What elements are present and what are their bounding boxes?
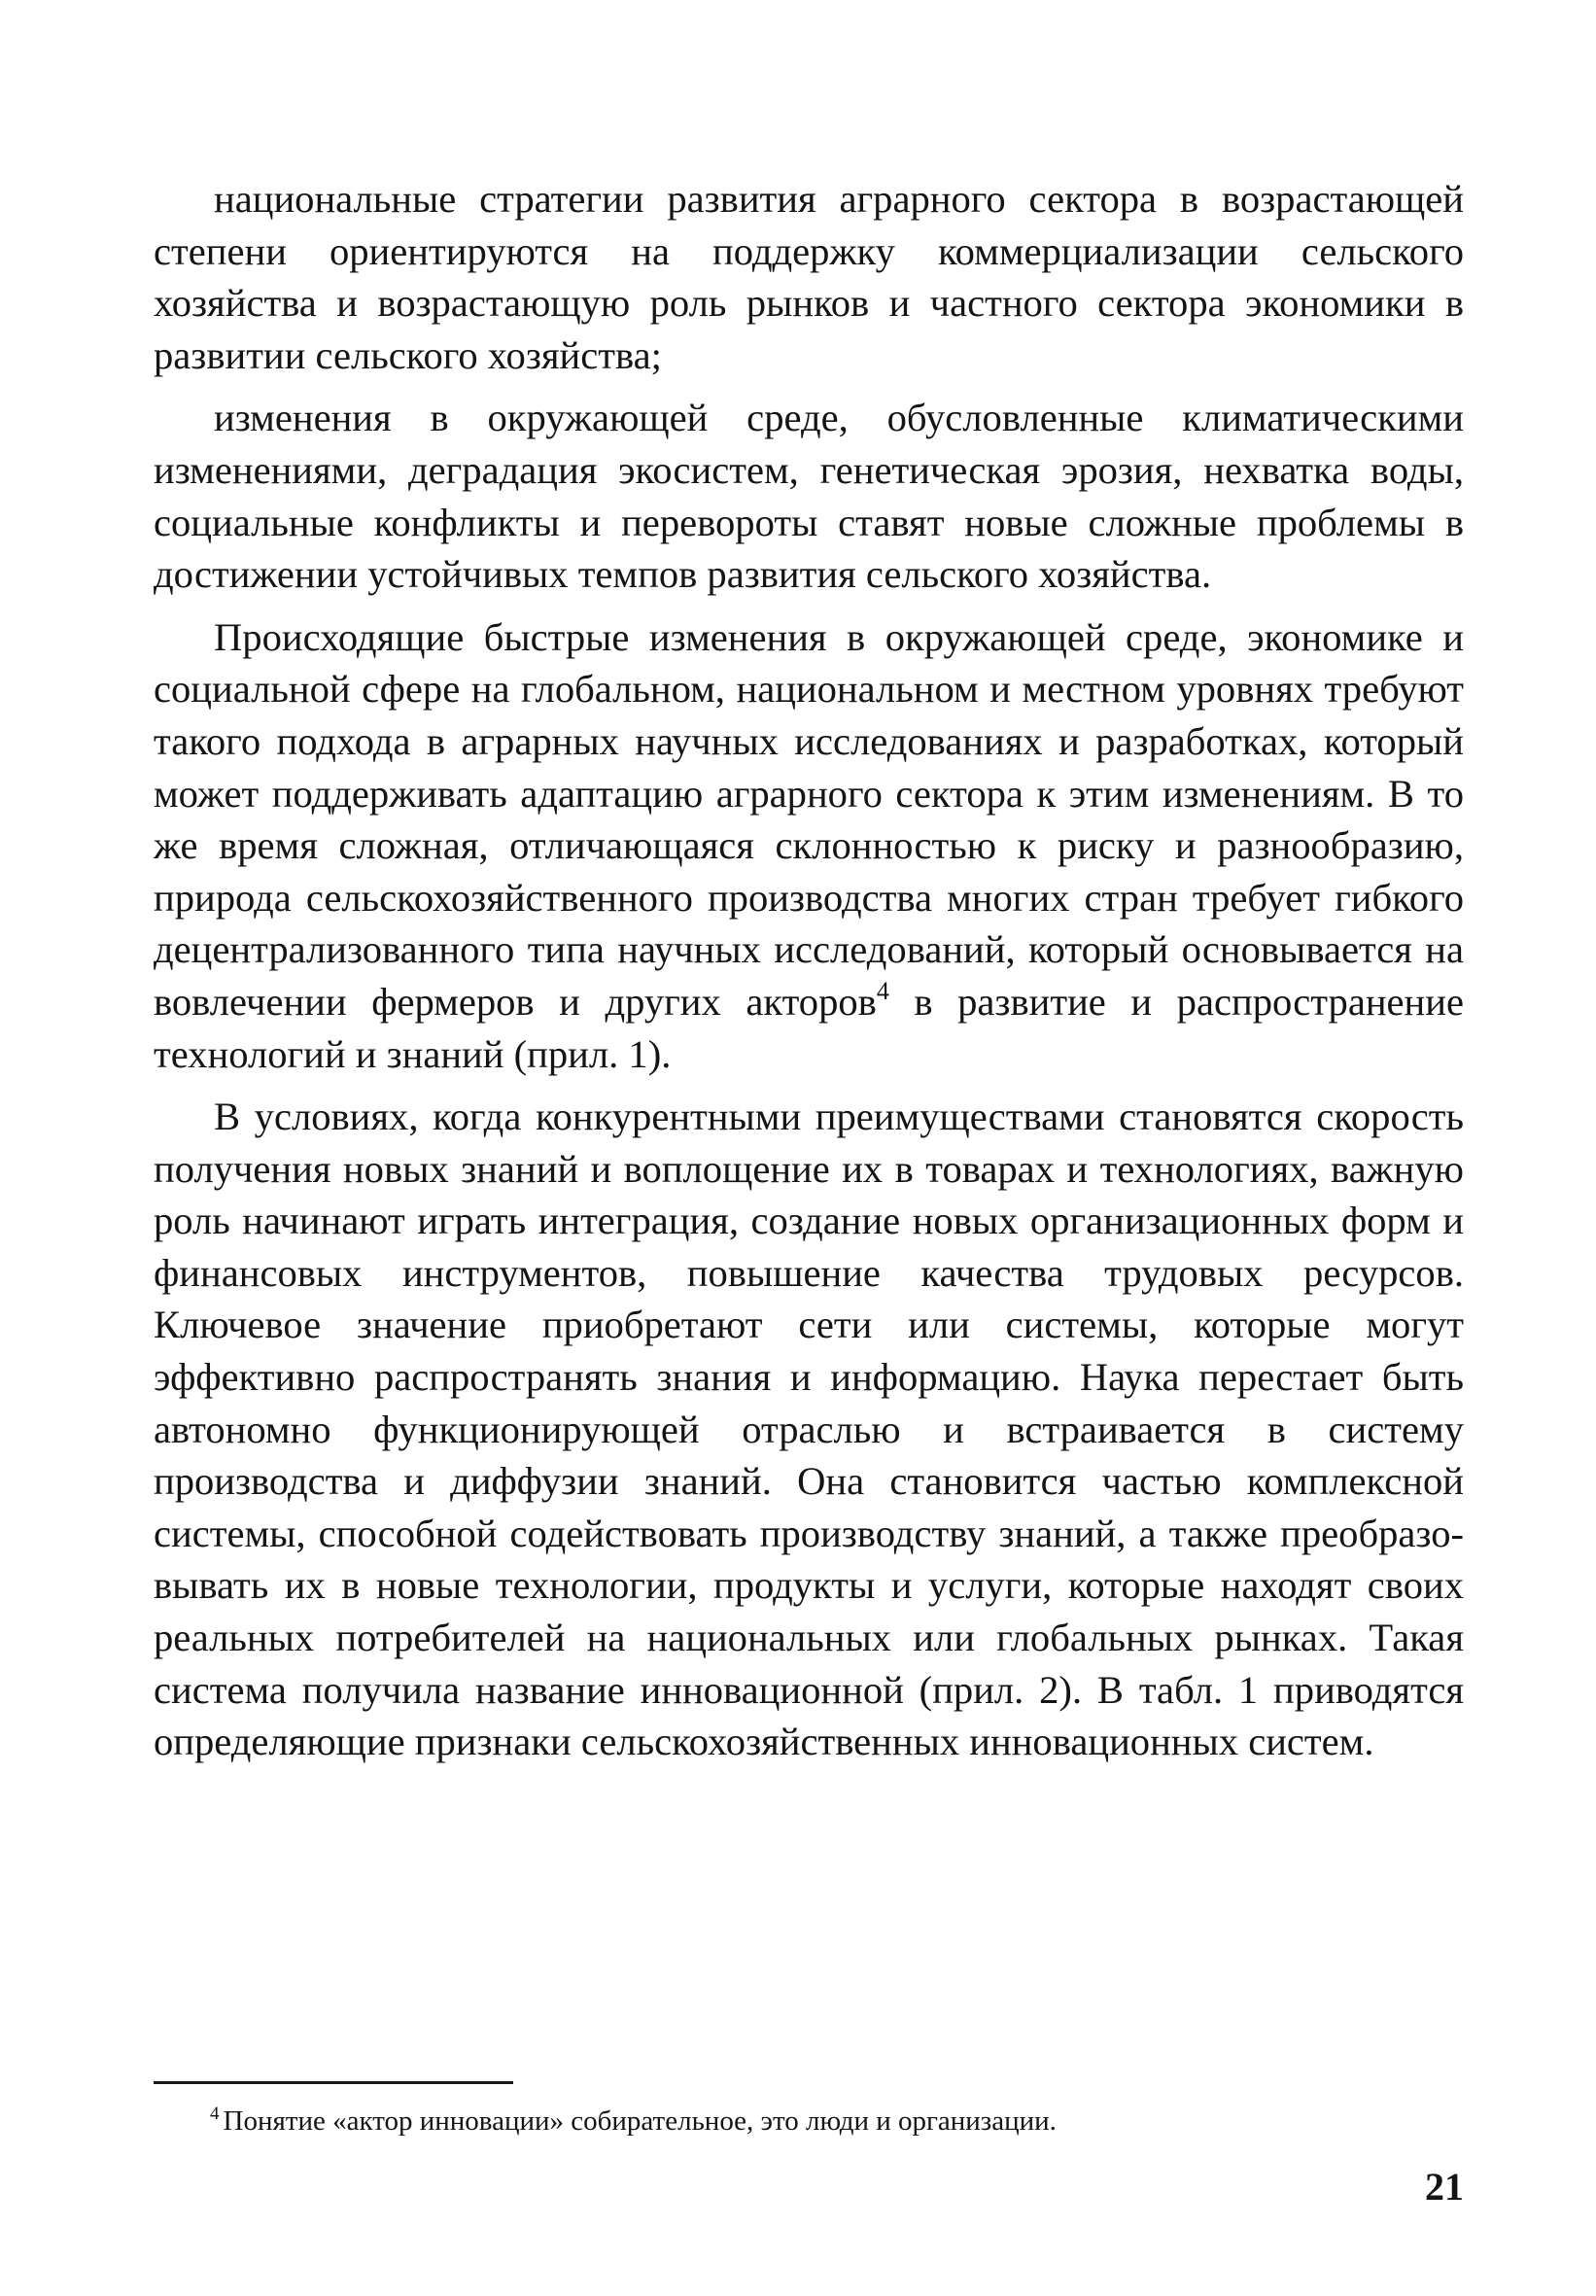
footnote-separator: [154, 2081, 513, 2084]
paragraph-environment-changes: изменения в окружающей среде, обусловленные климатическими изменениями, деградация экосистем, генетическая эрозия, нехватка воды, социальные конфликты и перевороты ставят новые сложные проблемы в достижении устойчивых темпов развития сельского хозяйства.: [154, 396, 1464, 597]
paragraph-competitive-advantages: В условиях, когда конкурентными преимуществами становятся скорость получения новых знаний и воплощение их в товарах и технологиях, важную роль начинают играть интеграция, создание новых организационных форм и финансовых инструментов, повышение качества трудовых ресурсов. Ключевое значение приобретают сети или системы, которые могут эффективно распространять знания и информацию. Наука перестает быть автономно функционирующей отраслью и встраивается в систему производства и диффузии знаний. Она становится частью комплексной системы, способной содействовать производству знаний, а также преобразовывать их в новые технологии, продукты и услуги, которые находят своих реальных потребителей на национальных или глобальных рынках. Такая система получила название инновационной (прил. 2). В табл. 1 приводятся определяющие признаки сельскохозяйственных инновационных систем.: [154, 1095, 1464, 1764]
paragraph-rapid-changes-text: Происходящие быстрые изменения в окружающей среде, экономике и социальной сфере на глобальном, национальном и местном уровнях требуют такого подхода в аграрных научных исследованиях и разработках, который может поддерживать адаптацию аграрного сектора к этим изменениям. В то же время сложная, отличающаяся склонностью к риску и разнообразию, природа сельскохозяйственного производства многих стран требует гибкого децентрализованного типа научных исследований, который основывается на вовлечении фермеров и других акторов: [154, 614, 1464, 1024]
paragraph-rapid-changes-tail: в развитие и распространение технологий и знаний (прил. 1).: [154, 979, 1464, 1076]
footnote-reference[interactable]: 4: [876, 976, 889, 1005]
footnote-text: Понятие «актор инновации» собирательное, это люди и организации.: [223, 2105, 1057, 2137]
paragraph-rapid-changes: [154, 611, 1464, 1080]
footnote: [210, 2104, 1425, 2142]
page-number: 21: [1425, 2165, 1464, 2209]
footnote-number: 4: [210, 2104, 220, 2124]
paragraph-national-strategies: национальные стратегии развития аграрного сектора в возрастающей степени ориентируются на поддержку коммерциализации сельского хозяйства и возрастающую роль рынков и частного сектора экономики в развитии сельского хозяйства;: [154, 177, 1464, 377]
main-text: [154, 173, 1464, 1768]
